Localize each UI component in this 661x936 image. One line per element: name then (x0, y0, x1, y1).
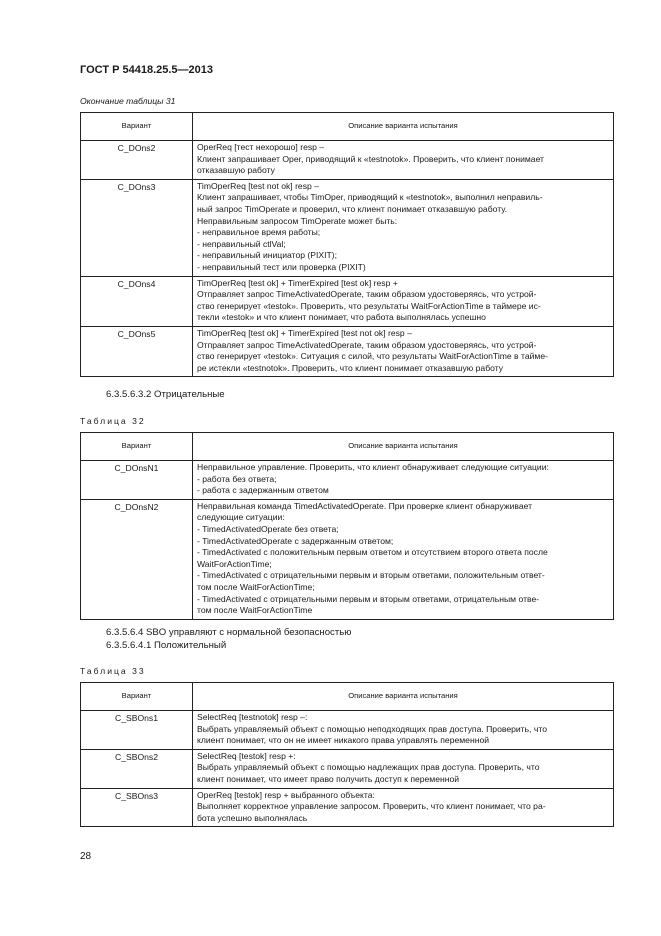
description-line: бота успешно выполнялась (197, 812, 308, 823)
table-row (81, 179, 614, 276)
page-number: 28 (80, 851, 92, 862)
table31-col-variant: Вариант (81, 113, 193, 141)
variant-cell: C_SBOns1 (81, 711, 193, 750)
table-row (81, 461, 614, 500)
description-line: Отправляет запрос TimeActivatedOperate, таким образом удостоверяясь, что устрой- (197, 289, 537, 300)
description-line: OperReq [testok] resp + выбранного объекта: (197, 789, 375, 800)
description-line: - неправильный ctlVal; (197, 238, 286, 249)
table-31 (80, 112, 614, 377)
variant-cell: C_DOns3 (81, 179, 193, 276)
table-row (81, 749, 614, 788)
table-row (81, 499, 614, 619)
document-header: ГОСТ Р 54418.25.5—2013 (80, 64, 214, 76)
description-line: клиент понимает, что он не имеет никакого права управлять переменной (197, 735, 490, 746)
description-line: текли «testok» и что клиент понимает, что работа выполнялась успешно (197, 312, 486, 323)
description-line: WaitForActionTime; (197, 558, 272, 569)
description-line: Неправильное управление. Проверить, что клиент обнаруживает следующие ситуации: (197, 462, 549, 472)
description-line: ный запрос TimOperate и проверил, что клиент понимает отказавшую работу. (197, 203, 508, 214)
description-cell (193, 711, 614, 750)
section-heading-sbo: 6.3.5.6.4 SBO управляют с нормальной безопасностью (106, 627, 352, 638)
table-33 (80, 682, 614, 827)
description-line: - работа без ответа; (197, 473, 277, 484)
description-line: Неправильная команда TimedActivatedOperate. При проверке клиент обнаруживает (197, 500, 533, 511)
variant-cell: C_DOns5 (81, 326, 193, 376)
table-32 (80, 432, 614, 620)
table32-caption: Таблица 32 (80, 416, 146, 426)
description-line: ство генерирует «testok». Ситуация с силой, что результаты WaitForActionTime в тайме- (197, 351, 548, 362)
table32-col-description: Описание варианта испытания (193, 433, 614, 461)
description-line: - TimedActivated с отрицательными первым и вторым ответами, положительным ответ- (197, 570, 545, 581)
description-line: SelectReq [testok] resp +: (197, 750, 296, 761)
description-line: Клиент запрашивает Oper, приводящий к «testnotok». Проверить, что клиент понимает (197, 153, 544, 164)
table-row (81, 276, 614, 326)
description-cell (193, 276, 614, 326)
variant-cell: C_SBOns2 (81, 749, 193, 788)
table33-caption: Таблица 33 (80, 666, 146, 676)
description-line: Неправильным запросом TimOperate может быть: (197, 215, 398, 226)
description-cell (193, 141, 614, 180)
description-line: отказавшую работу (197, 165, 275, 176)
description-line: следующие ситуации: (197, 512, 285, 523)
description-cell (193, 499, 614, 619)
section-heading-positive: 6.3.5.6.4.1 Положительный (106, 640, 227, 651)
description-line: ре истекли «testnotok». Проверить, что клиент понимает отказавшую работу (197, 362, 504, 373)
description-line: Клиент запрашивает, чтобы TimOper, приводящий к «testnotok», выполнил неправиль- (197, 192, 543, 203)
table33-col-description: Описание варианта испытания (193, 683, 614, 711)
description-line: том после WaitForActionTime (197, 605, 313, 616)
table-row (81, 711, 614, 750)
table-row (81, 141, 614, 180)
description-line: - TimedActivated с отрицательными первым и вторым ответами, отрицательным отве- (197, 593, 540, 604)
description-line: Выбрать управляемый объект с помощью неподходящих прав доступа. Проверить, что (197, 723, 547, 734)
description-line: Выполняет корректное управление запросом. Проверить, что клиент понимает, что ра- (197, 801, 546, 812)
description-line: OperReq [тест нехорошо] resp – (197, 142, 325, 152)
description-line: TimOperReq [test ok] + TimerExpired [test not ok] resp – (197, 327, 412, 338)
table33-col-variant: Вариант (81, 683, 193, 711)
description-line: TimOperReq [test not ok] resp – (197, 180, 319, 191)
description-line: - работа с задержанным ответом (197, 485, 329, 496)
description-cell (193, 179, 614, 276)
variant-cell: C_SBOns3 (81, 788, 193, 827)
description-line: - TimedActivated с положительным первым ответом и отсутствием второго ответа после (197, 547, 548, 558)
description-cell (193, 326, 614, 376)
description-line: TimOperReq [test ok] + TimerExpired [test ok] resp + (197, 277, 398, 288)
section-heading-negative: 6.3.5.6.3.2 Отрицательные (106, 389, 225, 400)
description-line: - неправильный тест или проверка (PIXIT) (197, 261, 366, 272)
table31-col-description: Описание варианта испытания (193, 113, 614, 141)
description-cell (193, 749, 614, 788)
table-row (81, 326, 614, 376)
description-cell (193, 461, 614, 500)
table32-col-variant: Вариант (81, 433, 193, 461)
description-line: - неправильное время работы; (197, 227, 321, 238)
variant-cell: C_DOnsN2 (81, 499, 193, 619)
variant-cell: C_DOns4 (81, 276, 193, 326)
table-row (81, 788, 614, 827)
description-line: ство генерирует «testok». Проверить, что результаты WaitForActionTime в таймере ис- (197, 300, 541, 311)
description-line: - неправильный инициатор (PIXIT); (197, 250, 338, 261)
description-line: Отправляет запрос TimeActivatedOperate, таким образом удостоверяясь, что устрой- (197, 339, 537, 350)
variant-cell: C_DOnsN1 (81, 461, 193, 500)
description-line: - TimedActivatedOperate с задержанным ответом; (197, 535, 394, 546)
description-line: SelectReq [testnotok] resp –: (197, 712, 308, 722)
description-cell (193, 788, 614, 827)
description-line: том после WaitForActionTime; (197, 581, 315, 592)
table31-caption: Окончание таблицы 31 (80, 96, 176, 106)
description-line: клиент понимает, что имеет право получить доступ к переменной (197, 773, 460, 784)
variant-cell: C_DOns2 (81, 141, 193, 180)
description-line: - TimedActivatedOperate без ответа; (197, 523, 339, 534)
description-line: Выбрать управляемый объект с помощью надлежащих прав доступа. Проверить, что (197, 762, 540, 773)
